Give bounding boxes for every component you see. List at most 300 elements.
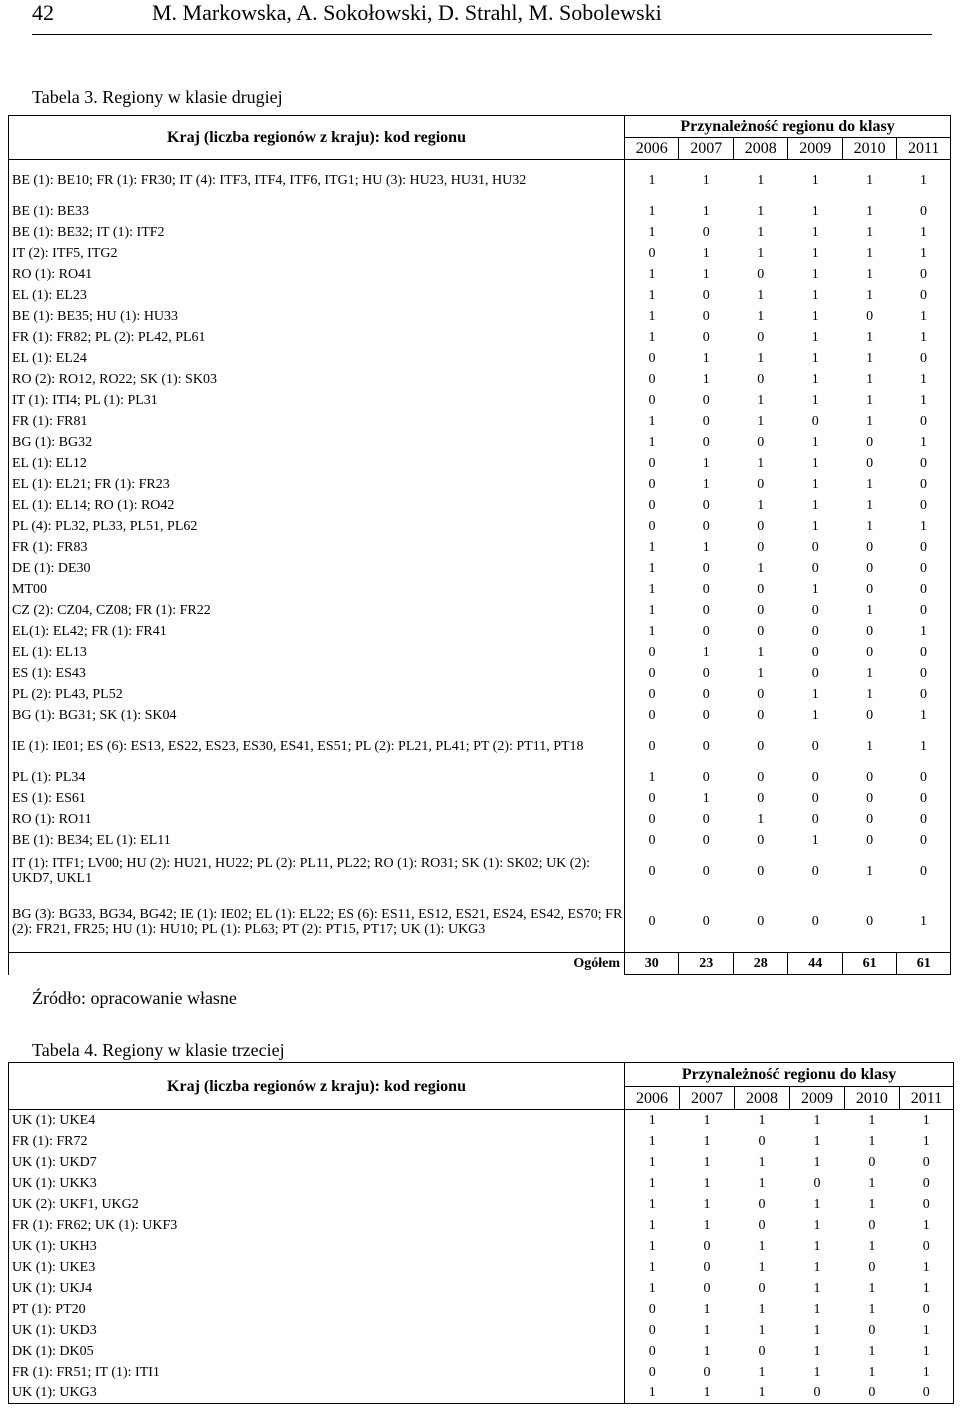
class-value-cell: 1	[811, 224, 819, 240]
table-row	[9, 663, 951, 684]
class-value-cell: 1	[866, 203, 874, 219]
class-value-cell: 1	[625, 621, 679, 642]
total-value-cell: 23	[679, 953, 733, 975]
class-value-cell: 1	[758, 1301, 766, 1317]
total-value-cell: 44	[788, 953, 842, 975]
table4-year-2006: 2006	[625, 1087, 680, 1110]
region-cell: UK (1): UKD3	[9, 1320, 625, 1341]
region-cell: BE (1): BE10; FR (1): FR30; IT (4): ITF3, ITF4, ITF6, ITG1; HU (3): HU23, HU31, HU32	[9, 160, 625, 201]
table-row	[9, 474, 951, 495]
table-row	[9, 264, 951, 285]
class-value-cell: 0	[897, 264, 951, 285]
class-value-cell: 1	[811, 434, 819, 450]
region-cell: ES (1): ES61	[9, 788, 625, 809]
table3-year-2010: 2010	[842, 138, 896, 160]
class-value-cell: 0	[702, 287, 710, 303]
class-value-cell: 1	[897, 160, 951, 201]
class-value-cell: 0	[866, 790, 874, 806]
class-value-cell: 1	[757, 497, 765, 513]
class-value-cell: 1	[868, 1364, 876, 1380]
class-value-cell: 0	[811, 623, 819, 639]
class-value-cell: 0	[702, 434, 710, 450]
class-value-cell: 0	[625, 495, 679, 516]
class-value-cell: 1	[702, 371, 710, 387]
total-value-cell: 30	[625, 953, 679, 975]
region-cell: IT (1): ITF1; LV00; HU (2): HU21, HU22; PL (2): PL11, PL22; RO (1): RO31; SK (1): SK02; UK (2): UKD7, UKL1	[9, 851, 625, 892]
table-row	[9, 243, 951, 264]
class-value-cell: 0	[899, 1152, 953, 1173]
class-value-cell: 0	[757, 832, 765, 848]
class-value-cell: 0	[757, 707, 765, 723]
class-value-cell: 0	[702, 686, 710, 702]
class-value-cell: 1	[679, 1383, 734, 1404]
class-value-cell: 1	[757, 413, 765, 429]
class-value-cell: 0	[625, 809, 679, 830]
class-value-cell: 1	[813, 1217, 821, 1233]
class-value-cell: 0	[625, 830, 679, 851]
region-cell: EL (1): EL24	[9, 348, 625, 369]
class-value-cell: 0	[757, 769, 765, 785]
class-value-cell: 0	[811, 863, 819, 879]
class-value-cell: 1	[811, 371, 819, 387]
class-value-cell: 0	[758, 1196, 766, 1212]
total-value-cell: 61	[842, 953, 896, 975]
table-row	[9, 1215, 954, 1236]
class-value-cell: 1	[899, 1341, 953, 1362]
class-value-cell: 1	[868, 1112, 876, 1128]
class-value-cell: 0	[757, 738, 765, 754]
class-value-cell: 1	[868, 1196, 876, 1212]
class-value-cell: 0	[897, 579, 951, 600]
table-row	[9, 306, 951, 327]
class-value-cell: 1	[897, 432, 951, 453]
table-row	[9, 516, 951, 537]
class-value-cell: 0	[897, 474, 951, 495]
class-value-cell: 1	[758, 1175, 766, 1191]
class-value-cell: 0	[702, 518, 710, 534]
class-value-cell: 0	[897, 558, 951, 579]
class-value-cell: 0	[897, 663, 951, 684]
table4-year-2007: 2007	[679, 1087, 734, 1110]
table-row	[9, 160, 951, 201]
class-value-cell: 1	[897, 621, 951, 642]
class-value-cell: 0	[868, 1259, 876, 1275]
class-value-cell: 1	[811, 172, 819, 188]
class-value-cell: 1	[868, 1238, 876, 1254]
class-value-cell: 1	[866, 371, 874, 387]
class-value-cell: 1	[811, 686, 819, 702]
table-row	[9, 788, 951, 809]
class-value-cell: 1	[866, 602, 874, 618]
table-row	[9, 1173, 954, 1194]
class-value-cell: 0	[702, 665, 710, 681]
class-value-cell: 0	[757, 434, 765, 450]
class-value-cell: 0	[897, 851, 951, 892]
class-value-cell: 0	[625, 642, 679, 663]
class-value-cell: 0	[844, 1383, 899, 1404]
region-cell: UK (1): UKH3	[9, 1236, 625, 1257]
class-value-cell: 1	[757, 350, 765, 366]
class-value-cell: 1	[866, 172, 874, 188]
table-row	[9, 705, 951, 726]
class-value-cell: 0	[899, 1236, 953, 1257]
region-cell: IT (2): ITF5, ITG2	[9, 243, 625, 264]
total-row	[9, 953, 951, 975]
table-row	[9, 1236, 954, 1257]
class-value-cell: 0	[897, 830, 951, 851]
class-value-cell: 1	[702, 539, 710, 555]
region-cell: ES (1): ES43	[9, 663, 625, 684]
class-value-cell: 0	[702, 832, 710, 848]
class-value-cell: 0	[703, 1364, 711, 1380]
table-row	[9, 390, 951, 411]
class-value-cell: 0	[789, 1383, 844, 1404]
total-value-cell: 28	[733, 953, 787, 975]
table-row	[9, 369, 951, 390]
region-cell: MT00	[9, 579, 625, 600]
class-value-cell: 1	[625, 160, 679, 201]
table3-year-2009: 2009	[788, 138, 842, 160]
class-value-cell: 1	[625, 222, 679, 243]
class-value-cell: 0	[866, 914, 874, 930]
class-value-cell: 1	[702, 455, 710, 471]
class-value-cell: 1	[703, 1112, 711, 1128]
class-value-cell: 1	[625, 285, 679, 306]
region-cell: UK (1): UKE3	[9, 1257, 625, 1278]
class-value-cell: 1	[625, 201, 679, 222]
table-row	[9, 1320, 954, 1341]
class-value-cell: 1	[757, 560, 765, 576]
class-value-cell: 0	[899, 1383, 953, 1404]
table-row	[9, 830, 951, 851]
class-value-cell: 1	[897, 327, 951, 348]
class-value-cell: 0	[897, 788, 951, 809]
table-row	[9, 432, 951, 453]
class-value-cell: 0	[702, 413, 710, 429]
class-value-cell: 0	[866, 434, 874, 450]
region-cell: BG (1): BG32	[9, 432, 625, 453]
table-row	[9, 600, 951, 621]
table-row	[9, 537, 951, 558]
region-cell: RO (2): RO12, RO22; SK (1): SK03	[9, 369, 625, 390]
total-label: Ogółem	[9, 953, 625, 975]
table-row	[9, 892, 951, 953]
class-value-cell: 0	[625, 390, 679, 411]
class-value-cell: 1	[625, 1131, 680, 1152]
class-value-cell: 1	[625, 1173, 680, 1194]
table4-year-2010: 2010	[844, 1087, 899, 1110]
class-value-cell: 0	[702, 769, 710, 785]
table-row	[9, 348, 951, 369]
region-cell: EL (1): EL12	[9, 453, 625, 474]
class-value-cell: 1	[811, 350, 819, 366]
table-row	[9, 201, 951, 222]
region-cell: BE (1): BE32; IT (1): ITF2	[9, 222, 625, 243]
region-cell: EL (1): EL21; FR (1): FR23	[9, 474, 625, 495]
total-value-cell: 61	[897, 953, 951, 975]
class-value-cell: 0	[703, 1238, 711, 1254]
class-value-cell: 1	[813, 1301, 821, 1317]
class-value-cell: 1	[811, 518, 819, 534]
class-value-cell: 0	[897, 642, 951, 663]
class-value-cell: 1	[757, 392, 765, 408]
table3-year-2006: 2006	[625, 138, 679, 160]
class-value-cell: 0	[811, 560, 819, 576]
table-row	[9, 851, 951, 892]
class-value-cell: 1	[757, 172, 765, 188]
class-value-cell: 1	[899, 1215, 953, 1236]
class-value-cell: 1	[866, 392, 874, 408]
region-cell: EL (1): EL14; RO (1): RO42	[9, 495, 625, 516]
table3-caption: Tabela 3. Regiony w klasie drugiej	[32, 87, 283, 107]
class-value-cell: 1	[897, 516, 951, 537]
class-value-cell: 0	[897, 495, 951, 516]
class-value-cell: 1	[757, 644, 765, 660]
class-value-cell: 0	[703, 1259, 711, 1275]
region-cell: RO (1): RO11	[9, 809, 625, 830]
class-value-cell: 1	[813, 1280, 821, 1296]
class-value-cell: 1	[866, 665, 874, 681]
class-value-cell: 1	[866, 266, 874, 282]
class-value-cell: 1	[811, 392, 819, 408]
class-value-cell: 0	[625, 453, 679, 474]
class-value-cell: 1	[811, 476, 819, 492]
class-value-cell: 1	[625, 1215, 680, 1236]
class-value-cell: 0	[899, 1173, 953, 1194]
class-value-cell: 0	[702, 392, 710, 408]
class-value-cell: 1	[866, 224, 874, 240]
table-row	[9, 684, 951, 705]
class-value-cell: 1	[757, 308, 765, 324]
region-cell: PL (1): PL34	[9, 767, 625, 788]
class-value-cell: 1	[758, 1112, 766, 1128]
class-value-cell: 0	[811, 539, 819, 555]
region-cell: BE (1): BE34; EL (1): EL11	[9, 830, 625, 851]
class-value-cell: 1	[811, 245, 819, 261]
region-cell: PT (1): PT20	[9, 1299, 625, 1320]
class-value-cell: 1	[813, 1154, 821, 1170]
class-value-cell: 1	[625, 579, 679, 600]
class-value-cell: 0	[625, 788, 679, 809]
class-value-cell: 0	[757, 266, 765, 282]
class-value-cell: 1	[703, 1322, 711, 1338]
region-cell: FR (1): FR83	[9, 537, 625, 558]
class-value-cell: 1	[899, 1257, 953, 1278]
class-value-cell: 1	[868, 1280, 876, 1296]
class-value-cell: 0	[757, 539, 765, 555]
class-value-cell: 1	[868, 1133, 876, 1149]
region-cell: UK (1): UKK3	[9, 1173, 625, 1194]
class-value-cell: 1	[899, 1320, 953, 1341]
class-value-cell: 1	[811, 287, 819, 303]
class-value-cell: 1	[897, 306, 951, 327]
class-value-cell: 0	[625, 369, 679, 390]
class-value-cell: 1	[703, 1154, 711, 1170]
class-value-cell: 1	[758, 1154, 766, 1170]
table-row	[9, 642, 951, 663]
class-value-cell: 1	[813, 1364, 821, 1380]
class-value-cell: 1	[868, 1175, 876, 1191]
class-value-cell: 1	[811, 203, 819, 219]
class-value-cell: 1	[758, 1364, 766, 1380]
region-cell: BG (1): BG31; SK (1): SK04	[9, 705, 625, 726]
class-value-cell: 0	[866, 769, 874, 785]
class-value-cell: 0	[625, 348, 679, 369]
class-value-cell: 1	[866, 863, 874, 879]
class-value-cell: 0	[899, 1299, 953, 1320]
class-value-cell: 1	[702, 266, 710, 282]
class-value-cell: 0	[897, 285, 951, 306]
class-value-cell: 1	[899, 1362, 953, 1383]
class-value-cell: 0	[897, 453, 951, 474]
class-value-cell: 0	[868, 1154, 876, 1170]
class-value-cell: 1	[813, 1238, 821, 1254]
class-value-cell: 1	[866, 518, 874, 534]
class-value-cell: 0	[757, 581, 765, 597]
class-value-cell: 1	[899, 1110, 953, 1131]
table4-header-class: Przynależność regionu do klasy	[625, 1063, 954, 1087]
class-value-cell: 1	[625, 411, 679, 432]
class-value-cell: 0	[897, 684, 951, 705]
class-value-cell: 1	[625, 432, 679, 453]
table3-year-2007: 2007	[679, 138, 733, 160]
class-value-cell: 1	[702, 644, 710, 660]
table3-header-class: Przynależność regionu do klasy	[625, 116, 951, 138]
table4	[8, 1062, 954, 1404]
region-cell: FR (1): FR82; PL (2): PL42, PL61	[9, 327, 625, 348]
class-value-cell: 0	[866, 581, 874, 597]
class-value-cell: 0	[702, 581, 710, 597]
class-value-cell: 0	[866, 623, 874, 639]
class-value-cell: 0	[702, 224, 710, 240]
class-value-cell: 0	[625, 1299, 680, 1320]
class-value-cell: 0	[866, 455, 874, 471]
class-value-cell: 1	[703, 1217, 711, 1233]
class-value-cell: 0	[758, 1343, 766, 1359]
table-row	[9, 1194, 954, 1215]
class-value-cell: 0	[811, 769, 819, 785]
class-value-cell: 0	[866, 832, 874, 848]
class-value-cell: 1	[866, 287, 874, 303]
class-value-cell: 1	[702, 172, 710, 188]
class-value-cell: 1	[625, 558, 679, 579]
class-value-cell: 1	[702, 203, 710, 219]
class-value-cell: 1	[758, 1259, 766, 1275]
class-value-cell: 1	[866, 413, 874, 429]
class-value-cell: 1	[625, 537, 679, 558]
region-cell: IT (1): ITI4; PL (1): PL31	[9, 390, 625, 411]
class-value-cell: 0	[897, 201, 951, 222]
class-value-cell: 0	[625, 726, 679, 767]
table-row	[9, 1257, 954, 1278]
region-cell: BE (1): BE35; HU (1): HU33	[9, 306, 625, 327]
class-value-cell: 0	[702, 497, 710, 513]
table-row	[9, 222, 951, 243]
class-value-cell: 0	[811, 665, 819, 681]
class-value-cell: 1	[625, 306, 679, 327]
class-value-cell: 0	[899, 1194, 953, 1215]
class-value-cell: 1	[866, 350, 874, 366]
table-row	[9, 1383, 954, 1404]
class-value-cell: 0	[811, 413, 819, 429]
class-value-cell: 0	[811, 738, 819, 754]
table-row	[9, 1299, 954, 1320]
class-value-cell: 1	[813, 1343, 821, 1359]
class-value-cell: 0	[897, 809, 951, 830]
class-value-cell: 1	[813, 1196, 821, 1212]
class-value-cell: 0	[702, 329, 710, 345]
class-value-cell: 1	[757, 203, 765, 219]
class-value-cell: 1	[625, 1236, 680, 1257]
class-value-cell: 1	[734, 1383, 789, 1404]
class-value-cell: 1	[702, 790, 710, 806]
class-value-cell: 0	[811, 790, 819, 806]
class-value-cell: 0	[625, 243, 679, 264]
class-value-cell: 0	[866, 644, 874, 660]
class-value-cell: 1	[757, 455, 765, 471]
table-row	[9, 411, 951, 432]
class-value-cell: 1	[811, 455, 819, 471]
class-value-cell: 1	[702, 476, 710, 492]
table-row	[9, 1278, 954, 1299]
table3-header-region: Kraj (liczba regionów z kraju): kod regionu	[9, 116, 625, 160]
class-value-cell: 0	[702, 863, 710, 879]
class-value-cell: 1	[757, 287, 765, 303]
class-value-cell: 0	[866, 811, 874, 827]
region-cell: UK (1): UKJ4	[9, 1278, 625, 1299]
class-value-cell: 0	[758, 1133, 766, 1149]
class-value-cell: 1	[625, 1257, 680, 1278]
class-value-cell: 0	[625, 892, 679, 953]
class-value-cell: 1	[703, 1175, 711, 1191]
class-value-cell: 0	[625, 474, 679, 495]
class-value-cell: 1	[757, 245, 765, 261]
class-value-cell: 0	[868, 1322, 876, 1338]
class-value-cell: 1	[702, 245, 710, 261]
table4-year-2008: 2008	[734, 1087, 789, 1110]
class-value-cell: 1	[897, 390, 951, 411]
class-value-cell: 1	[897, 243, 951, 264]
class-value-cell: 1	[625, 1110, 680, 1131]
page-number: 42	[32, 0, 54, 25]
class-value-cell: 0	[811, 914, 819, 930]
table-row	[9, 453, 951, 474]
class-value-cell: 0	[811, 602, 819, 618]
class-value-cell: 0	[703, 1280, 711, 1296]
class-value-cell: 1	[813, 1112, 821, 1128]
class-value-cell: 1	[625, 1278, 680, 1299]
class-value-cell: 0	[897, 537, 951, 558]
region-cell: RO (1): RO41	[9, 264, 625, 285]
class-value-cell: 0	[866, 308, 874, 324]
table3-year-2008: 2008	[733, 138, 787, 160]
table-row	[9, 327, 951, 348]
table3-year-2011: 2011	[897, 138, 951, 160]
class-value-cell: 0	[702, 560, 710, 576]
class-value-cell: 1	[813, 1133, 821, 1149]
class-value-cell: 0	[897, 767, 951, 788]
class-value-cell: 1	[703, 1196, 711, 1212]
class-value-cell: 1	[757, 665, 765, 681]
table4-year-2009: 2009	[789, 1087, 844, 1110]
author-line: M. Markowska, A. Sokołowski, D. Strahl, M. Sobolewski	[152, 0, 662, 25]
class-value-cell: 1	[703, 1301, 711, 1317]
region-cell: EL (1): EL13	[9, 642, 625, 663]
class-value-cell: 0	[702, 738, 710, 754]
region-cell: UK (2): UKF1, UKG2	[9, 1194, 625, 1215]
class-value-cell: 0	[625, 663, 679, 684]
class-value-cell: 0	[758, 1280, 766, 1296]
